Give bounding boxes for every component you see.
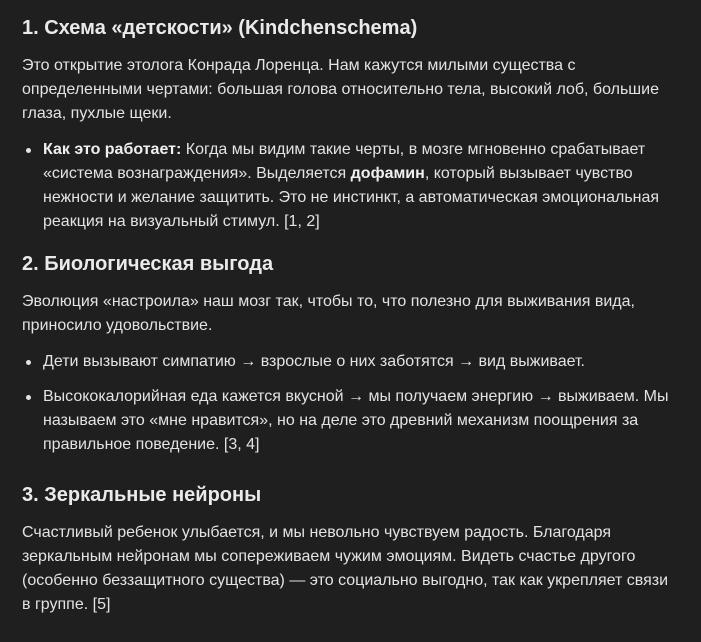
bullet-dot-icon (26, 360, 31, 365)
list-item (22, 385, 679, 457)
bullet-bold-term: дофамин (350, 165, 425, 182)
bullet-text: Дети вызывают симпатию → взрослые о них заботятся → вид выживает. (43, 353, 585, 370)
section-paragraph: Счастливый ребенок улыбается, и мы невольно чувствуем радость. Благодаря зеркальным нейронам мы сопереживаем чужим эмоциям. Видеть счастье другого (особенно беззащитного существа) — это социально выгодно, так как укрепляет связи в группе. [5] (22, 524, 669, 613)
section-paragraph: Эволюция «настроила» наш мозг так, чтобы то, что полезно для выживания вида, приносило удовольствие. (22, 293, 635, 334)
section-heading: 1. Схема «детскости» (Kindchenschema) (22, 17, 418, 39)
list-item (22, 350, 679, 374)
list-item (22, 138, 679, 234)
bullet-dot-icon (26, 148, 31, 153)
bullet-text-part2: , который вызывает чувство нежности и желание защитить. Это не инстинкт, а автоматическая эмоциональная реакция на визуальный стимул. [1, 2] (43, 165, 660, 230)
section-heading: 3. Зеркальные нейроны (22, 484, 262, 506)
section-kindchenschema (22, 14, 679, 234)
bullet-lead: Как это работает: (43, 141, 182, 158)
section-heading: 2. Биологическая выгода (22, 253, 274, 275)
bullet-list (22, 138, 679, 234)
bullet-text: Высококалорийная еда кажется вкусной → мы получаем энергию → выживаем. Мы называем это «мне нравится», но на деле это древний механизм поощрения за правильное поведение. [3, 4] (43, 388, 669, 453)
bullet-dot-icon (26, 395, 31, 400)
bullet-text-part1: Когда мы видим такие черты, в мозге мгновенно срабатывает «система вознаграждения». Выделяется (43, 141, 646, 182)
section-paragraph: Это открытие этолога Конрада Лоренца. Нам кажутся милыми существа с определенными чертами: большая голова относительно тела, высокий лоб, большие глаза, пухлые щеки. (22, 57, 659, 122)
section-biological-benefit (22, 250, 679, 457)
section-mirror-neurons (22, 481, 679, 617)
bullet-list (22, 350, 679, 457)
